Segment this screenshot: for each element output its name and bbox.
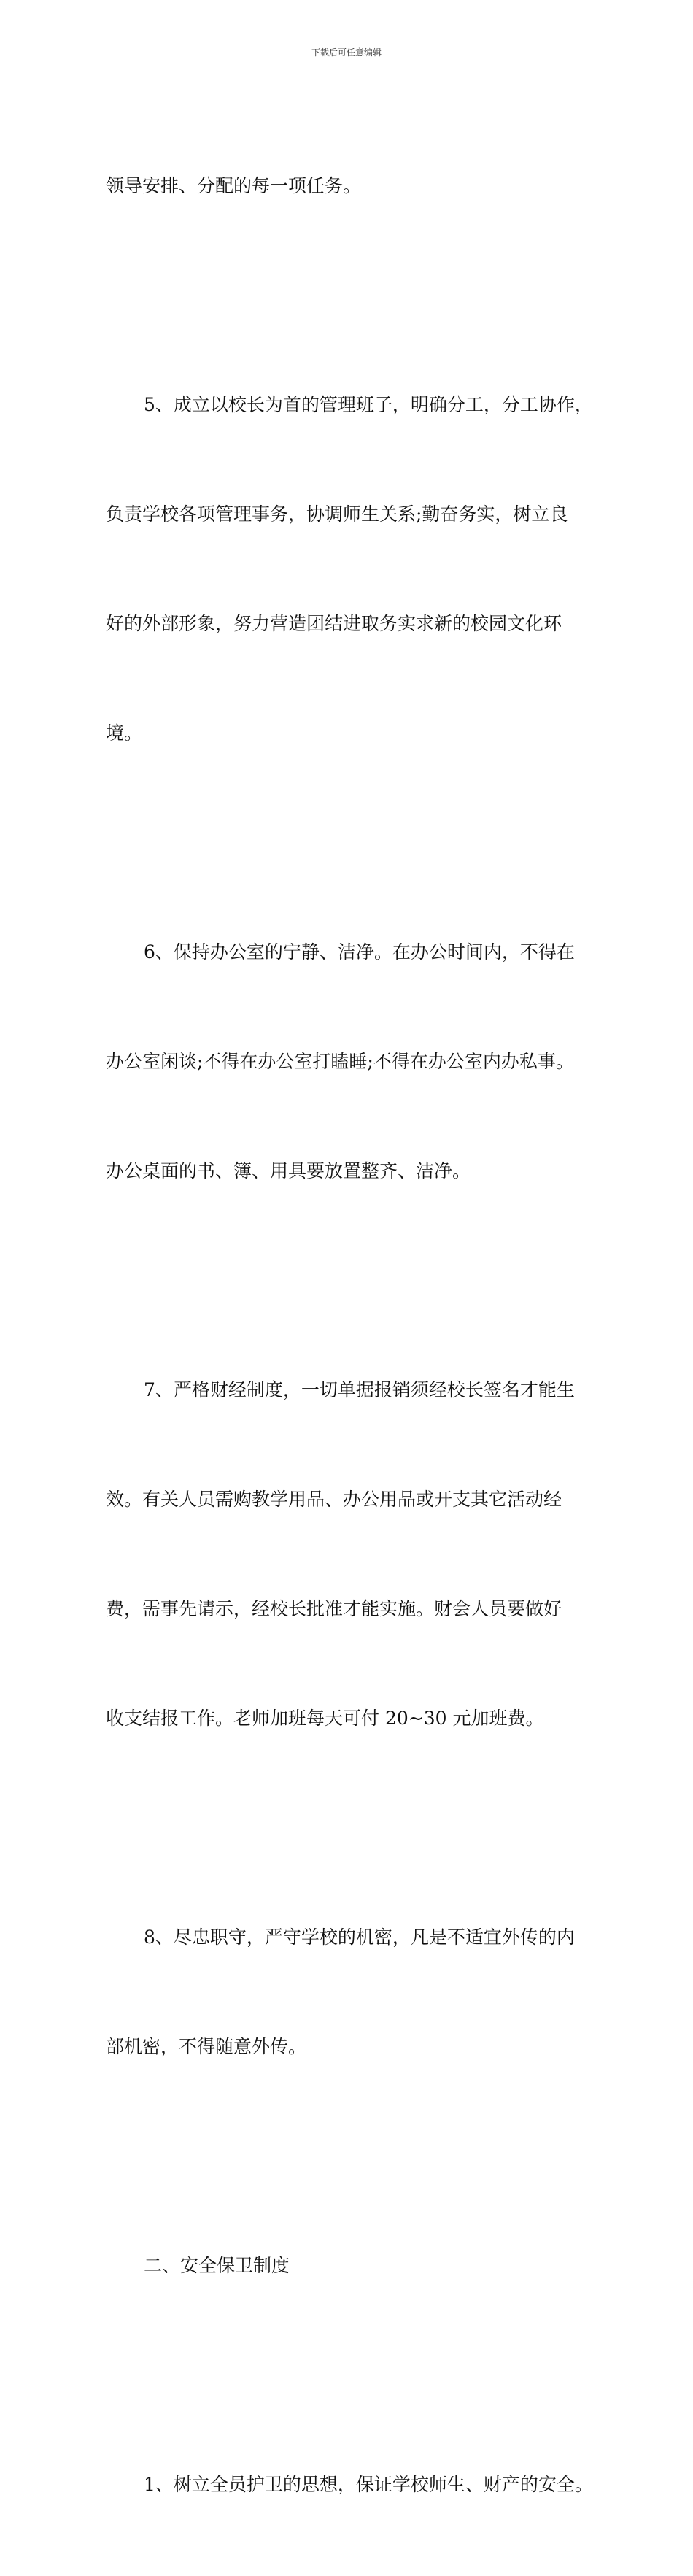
document-body	[106, 95, 616, 2576]
text-line: 部机密，不得随意外传。	[106, 2036, 307, 2057]
text-line: 效。有关人员需购教学用品、办公用品或开支其它活动经	[106, 1489, 562, 1510]
text-line: 境。	[106, 722, 143, 744]
text-line: 领导安排、分配的每一项任务。	[106, 175, 362, 196]
section-heading	[106, 2175, 616, 2357]
text-line: 7、严格财经制度，一切单据报销须经校长签名才能生	[144, 1379, 575, 1400]
paragraph-item-7	[106, 1299, 616, 1810]
paragraph-item-5	[106, 314, 616, 825]
text-line: 办公桌面的书、簿、用具要放置整齐、洁净。	[106, 1160, 471, 1181]
text-line: 1、树立全员护卫的思想，保证学校师生、财产的安全。	[144, 2474, 593, 2495]
text-line: 费，需事先请示，经校长批准才能实施。财会人员要做好	[106, 1598, 562, 1619]
paragraph-continuation	[106, 95, 616, 277]
text-line: 好的外部形象，努力营造团结进取务实求新的校园文化环	[106, 613, 562, 634]
paragraph-gap	[106, 1262, 616, 1299]
text-line: 二、安全保卫制度	[144, 2255, 290, 2276]
text-line: 负责学校各项管理事务，协调师生关系;勤奋务实，树立良	[106, 504, 568, 525]
paragraph-gap	[106, 825, 616, 861]
text-line: 5、成立以校长为首的管理班子，明确分工，分工协作，	[144, 394, 593, 415]
page-header: 下载后可任意编辑	[311, 47, 382, 58]
paragraph-gap	[106, 2357, 616, 2394]
paragraph-item-6	[106, 861, 616, 1262]
paragraph-gap	[106, 1810, 616, 1846]
paragraph-security-1	[106, 2394, 616, 2576]
text-line: 8、尽忠职守，严守学校的机密，凡是不适宜外传的内	[144, 1927, 575, 1948]
paragraph-gap	[106, 277, 616, 314]
text-line: 收支结报工作。老师加班每天可付 20~30 元加班费。	[106, 1708, 544, 1729]
text-line: 办公室闲谈;不得在办公室打瞌睡;不得在办公室内办私事。	[106, 1051, 574, 1072]
paragraph-item-8	[106, 1846, 616, 2138]
paragraph-gap	[106, 2138, 616, 2175]
text-line: 6、保持办公室的宁静、洁净。在办公时间内，不得在	[144, 941, 575, 963]
